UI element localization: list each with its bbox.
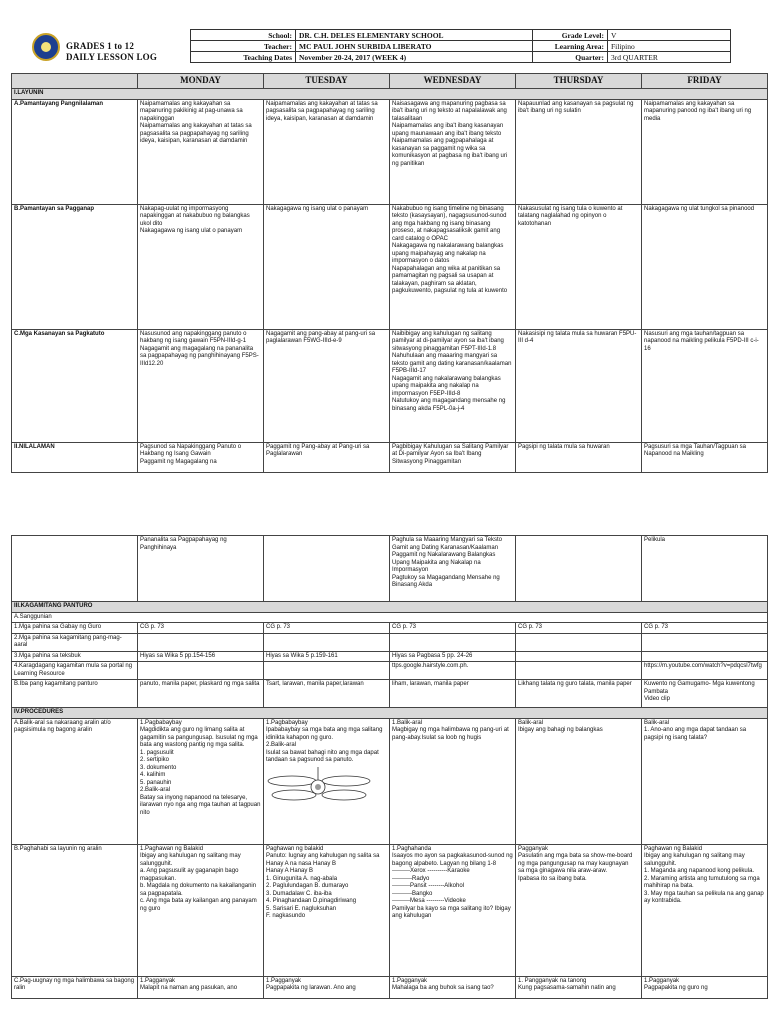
section-label: III.KAGAMITANG PANTURO — [12, 602, 768, 613]
table-cell: Naipamamalas ang kakayahan sa mapanuring panood ng iba't ibang uri ng media — [642, 99, 768, 204]
table-row — [12, 718, 768, 844]
table-cell: Hiyas sa Wika 5 pp.154-156 — [138, 651, 264, 662]
area-value: Filipino — [608, 41, 731, 52]
table-cell: Napauunlad ang kasanayan sa pagsulat ng iba't ibang uri ng sulatin — [516, 99, 642, 204]
table-cell: Nagagamit ang pang-abay at pang-uri sa paglalarawan F5WG-IIId-e-9 — [264, 329, 390, 442]
table-cell: 1.Pagganyak Pagpapakita ng larawan. Ano ang — [264, 976, 390, 998]
table-cell — [138, 633, 264, 651]
table-cell: Nasusunod ang napakinggang panuto o hakbang ng isang gawain F5PN-IIId-g-1 Nagagamit ang magagalang na pananalita sa pagpapahayag ng panghihinayang F5PS-IIId12.20 — [138, 329, 264, 442]
table-cell — [516, 633, 642, 651]
lesson-grid-page-one — [11, 73, 768, 473]
dates-value: November 20-24, 2017 (WEEK 4) — [296, 52, 533, 63]
row-label — [12, 536, 138, 602]
sanggunian-label: A.Sanggunian — [12, 612, 768, 623]
table-cell: CG p. 73 — [264, 623, 390, 634]
row-label: B.Paghahabi sa layunin ng aralin — [12, 844, 138, 976]
table-cell: 1.Pagganyak Malapit na naman ang pasukan, ano — [138, 976, 264, 998]
table-row — [12, 662, 768, 680]
day-wednesday: WEDNESDAY — [390, 74, 516, 89]
table-cell: Pagganyak Pasulatin ang mga bata sa show-me-board ng mga pangungusap na may kaugnayan sa mga ginagawa nila araw-araw. Ipabasa ito sa ibang bata. — [516, 844, 642, 976]
table-row — [12, 844, 768, 976]
table-cell: Naipamamalas ang kakayahan sa mapanuring pakikinig at pag-unawa sa napakinggan Naipamamalas ang kakayahan at tatas sa pagsasalita sa pagpapahayag ng sariling ideya, kaisipan, karanasan at damdamin — [138, 99, 264, 204]
table-cell: Nasusuri ang mga tauhan/tagpuan sa napanood na maikling pelikula F5PD-III c-i-16 — [642, 329, 768, 442]
row-label: C.Pag-uugnay ng mga halimbawa sa bagong ralin — [12, 976, 138, 998]
section-label: I.LAYUNIN — [12, 89, 768, 100]
day-monday: MONDAY — [138, 74, 264, 89]
grade-label: Grade Level: — [533, 30, 608, 41]
table-cell: 1.Pagbabaybay Magdidikta ang guro ng limang salita at gagamitin sa pangungusap. Isusulat ng mga bata ang wastong pantig ng mga salita. 1. pagsusulit 2. sertipiko 3. dokumento 4. kalihim 5. panauhin 2.Balik-aral Batay sa inyong napanood na telesarye, ilarawan nyo nga ang mga tauhan at tagpuan nito — [138, 718, 264, 844]
table-cell: Balik-aral 1. Ano-ano ang mga dapat tandaan sa pagsipi ng isang talata? — [642, 718, 768, 844]
table-cell — [390, 633, 516, 651]
section-kagamitan — [12, 602, 768, 613]
table-cell: Nakagagawa ng isang ulat o panayam — [264, 204, 390, 329]
school-info-table — [190, 29, 731, 63]
title-daily-lesson-log: DAILY LESSON LOG — [66, 52, 158, 62]
table-row — [12, 99, 768, 204]
table-cell: 1.Pagganyak Mahalaga ba ang buhok sa isang tao? — [390, 976, 516, 998]
school-value: DR. C.H. DELES ELEMENTARY SCHOOL — [296, 30, 533, 41]
table-cell: panuto, manila paper, plaskard ng mga salita — [138, 680, 264, 708]
table-cell: Paghawan ng Balakid Ibigay ang kahulugan ng salitang may salungguhit. 1. Maganda ang napanood kong pelikula. 2. Maraming artista ang tumutulong sa mga mahihirap na bata. 3. May mga tauhan sa pelikula na ang ganap ay kontrabida. — [642, 844, 768, 976]
table-cell: Pananalita sa Pagpapahayag ng Panghihinaya — [138, 536, 264, 602]
section-procedures — [12, 708, 768, 719]
deped-seal-icon — [32, 33, 60, 61]
quarter-label: Quarter: — [533, 52, 608, 63]
table-cell — [642, 633, 768, 651]
row-label: B.Pamantayan sa Pagganap — [12, 204, 138, 329]
table-cell: Paghula sa Maaaring Mangyari sa Teksto Gamit ang Dating Karanasan/Kaalaman Paggamit ng Nakalarawang Balangkas Upang Maipakita ang Nakalap na Impormasyon Pagtukoy sa Magagandang Mensahe ng Binasang Akda — [390, 536, 516, 602]
table-cell: Tsart, larawan, manila paper,larawan — [264, 680, 390, 708]
table-cell: 1.Pagbabaybay Ipababaybay sa mga bata ang mga salitang idinikta kahapon ng guro. 2.Balik-aral Isulat sa bawat bahagi nito ang mga dapat tandaan sa pagsunod sa panuto. — [264, 718, 390, 844]
row-label: 4.Karagdagang kagamitan mula sa portal ng Learning Resource — [12, 662, 138, 680]
table-cell: Kuwento ng Gamugamo- Mga kuwentong Pambata Video clip — [642, 680, 768, 708]
table-cell — [264, 536, 390, 602]
row-label: A.Balik-aral sa nakaraang aralin at/o pagsisimula ng bagong aralin — [12, 718, 138, 844]
table-cell: 1.Pagganyak Pagpapakita ng guro ng — [642, 976, 768, 998]
table-cell: Likhang talata ng guro talata, manila paper — [516, 680, 642, 708]
table-cell: Nakagagawa ng ulat tungkol sa pinanood — [642, 204, 768, 329]
section-label: IV.PROCEDURES — [12, 708, 768, 719]
day-tuesday: TUESDAY — [264, 74, 390, 89]
dates-label: Teaching Dates — [191, 52, 296, 63]
table-cell: CG p. 73 — [642, 623, 768, 634]
table-cell: CG p. 73 — [516, 623, 642, 634]
area-label: Learning Area: — [533, 41, 608, 52]
table-row — [12, 204, 768, 329]
row-label: II.NILALAMAN — [12, 442, 138, 472]
table-cell — [516, 662, 642, 680]
school-label: School: — [191, 30, 296, 41]
ceiling-fan-illustration — [266, 767, 371, 807]
row-label: 3.Mga pahina sa teksbuk — [12, 651, 138, 662]
table-cell: Pagsipi ng talata mula sa huwaran — [516, 442, 642, 472]
day-friday: FRIDAY — [642, 74, 768, 89]
title-grades: GRADES 1 to 12 — [66, 41, 135, 51]
table-row — [12, 536, 768, 602]
section-layunin — [12, 89, 768, 100]
table-cell: liham, larawan, manila paper — [390, 680, 516, 708]
table-cell: Paggamit ng Pang-abay at Pang-uri sa Paglalarawan — [264, 442, 390, 472]
row-label: B.Iba pang kagamitang panturo — [12, 680, 138, 708]
table-cell — [264, 633, 390, 651]
table-cell: Nakasusulat ng isang tula o kuwento at talatang naglalahad ng opinyon o katotohanan — [516, 204, 642, 329]
quarter-value: 3rd QUARTER — [608, 52, 731, 63]
table-cell: Pagsunod sa Napakinggang Panuto o Hakbang ng Isang Gawain Paggamit ng Magagalang na — [138, 442, 264, 472]
grade-value: V — [608, 30, 731, 41]
table-row — [12, 976, 768, 998]
table-row — [12, 442, 768, 472]
link-hairstyle[interactable]: ttps.google.hairstyle.com.ph. — [390, 662, 516, 680]
table-row — [12, 329, 768, 442]
table-cell: 1.Paghahanda Isaayos mo ayon sa pagkakasunod-sunod ng bagong alpabeto. Lagyan ng bilang 1-8 ---------Xerox ----------Karaoke ----------Radyo ---------Pansit --------Alkohol ----------Bangko ---------Mesa ---------Videoke Pamilyar ba kayo sa mga salitang ito? Ibigay ang kahulugan — [390, 844, 516, 976]
table-cell: 1.Balik-aral Magbigay ng mga halimbawa ng pang-uri at pang-abay.Isulat sa loob ng hugis — [390, 718, 516, 844]
table-cell — [516, 536, 642, 602]
day-header-row — [12, 74, 768, 89]
table-cell: Hiyas sa Pagbasa 5 pp. 24-26 — [390, 651, 516, 662]
day-thursday: THURSDAY — [516, 74, 642, 89]
row-label: 2.Mga pahina sa kagamitang pang-mag-aaral — [12, 633, 138, 651]
row-label: A.Pamantayang Pangnilalaman — [12, 99, 138, 204]
table-cell: CG p. 73 — [390, 623, 516, 634]
table-cell: CG p. 73 — [138, 623, 264, 634]
table-cell — [138, 662, 264, 680]
table-cell: Nakabubuo ng isang timeline ng binasang teksto (kasaysayan), nagagsusunod-sunod ang mga hakbang ng isang binasang proseso, at nakapagsasaliksik gamit ang card catalog o OPAC Nakagagawa ng nakalarawang balangkas upang maipahayag ang nakalap na impormasyon o datos Napapahalagan ang wika at panitikan sa pamamagitan ng pagsali sa usapan at talakayan, paghiram sa aklatan, pagkukuwento, pagsulat ng tula at kuwento — [390, 204, 516, 329]
table-cell: Pelikula — [642, 536, 768, 602]
page-gap — [0, 500, 768, 530]
page-two — [0, 530, 768, 1024]
table-cell: Pagsusuri sa mga Tauhan/Tagpuan sa Napanood na Maikling — [642, 442, 768, 472]
table-row — [12, 633, 768, 651]
table-cell — [642, 651, 768, 662]
row-label: C.Mga Kasanayan sa Pagkatuto — [12, 329, 138, 442]
link-youtube[interactable]: https://m.youtube.com/watch?v=pdqcsl7twfg — [642, 662, 768, 680]
row-label: 1.Mga pahina sa Gabay ng Guro — [12, 623, 138, 634]
teacher-value: MC PAUL JOHN SURBIDA LIBERATO — [296, 41, 533, 52]
table-row — [12, 612, 768, 623]
table-row — [12, 623, 768, 634]
table-row — [12, 651, 768, 662]
table-cell: Pagbibigay Kahulugan sa Salitang Pamilyar at Di-pamilyar Ayon sa Iba't Ibang Sitwasyong Pinaggamitan — [390, 442, 516, 472]
table-cell: Naibibigay ang kahulugan ng salitang pamilyar at di-pamilyar ayon sa iba't ibang sitwasyong pinaggamitan F5PT-IIId-1.8 Nahuhulaan ang maaaring mangyari sa teksto gamit ang dating karanasan/kaalaman F5PB-IIId-17 Nagagamit ang nakalarawang balangkas upang maipakita ang nakalap na impormasyon F5EP-IIId-8 Natutukoy ang magagandang mensahe ng binasang akda F5PL-0a-j-4 — [390, 329, 516, 442]
table-cell: Nakasisipi ng talata mula sa huwaran F5PU-III d-4 — [516, 329, 642, 442]
table-cell: Paghawan ng balakid Panuto: Iugnay ang kahulugan ng salita sa Hanay A na nasa Hanay B Hanay A Hanay B 1. Ginugunita A. nag-abala 2. Paglulundagan B. dumarayo 3. Dumadalaw C. iba-iba 4. Pinaghandaan D.pinagdiriwang 5. Sarisari E. nagluksuhan F. nagkasundo — [264, 844, 390, 976]
table-cell: 1.Paghawan ng Balakid Ibigay ang kahulugan ng salitang may salungguhit. a. Ang pagsusulit ay gaganapin bago magpasukan. b. Magdala ng dokumento na kakailanganin sa pagpapatala. c. Ang mga bata ay kailangan ang panayam ng guro — [138, 844, 264, 976]
teacher-label: Teacher: — [191, 41, 296, 52]
lesson-grid-page-two — [11, 535, 768, 999]
table-cell: Naipamamalas ang kakayahan at tatas sa pagsasalita sa pagpapahayag ng sariling ideya, kaisipan, karanasan at damdamin — [264, 99, 390, 204]
table-row — [12, 680, 768, 708]
table-cell: Hiyas sa Wika 5 p.159-161 — [264, 651, 390, 662]
table-cell: Naisasagawa ang mapanuring pagbasa sa iba't ibang uri ng teksto at napalalawak ang talasalitaan Naipamamalas ang iba't ibang kasanayan upang maunawaan ang iba't ibang teksto Naipamamalas ang pagpapahalaga at kasanayan sa paggamit ng wika sa komunikasyon at pagbasa ng iba't ibang uri ng panitikan — [390, 99, 516, 204]
table-cell: Nakapag-uulat ng impormasyong napakinggan at nakabubuo ng balangkas ukol dito Nakagagawa ng isang ulat o panayam — [138, 204, 264, 329]
table-cell: Balik-aral Ibigay ang bahagi ng balangkas — [516, 718, 642, 844]
table-cell — [516, 651, 642, 662]
table-cell: 1. Pangganyak na tanong Kung pagsasama-samahin natin ang — [516, 976, 642, 998]
page-one — [0, 0, 768, 500]
table-cell — [264, 662, 390, 680]
